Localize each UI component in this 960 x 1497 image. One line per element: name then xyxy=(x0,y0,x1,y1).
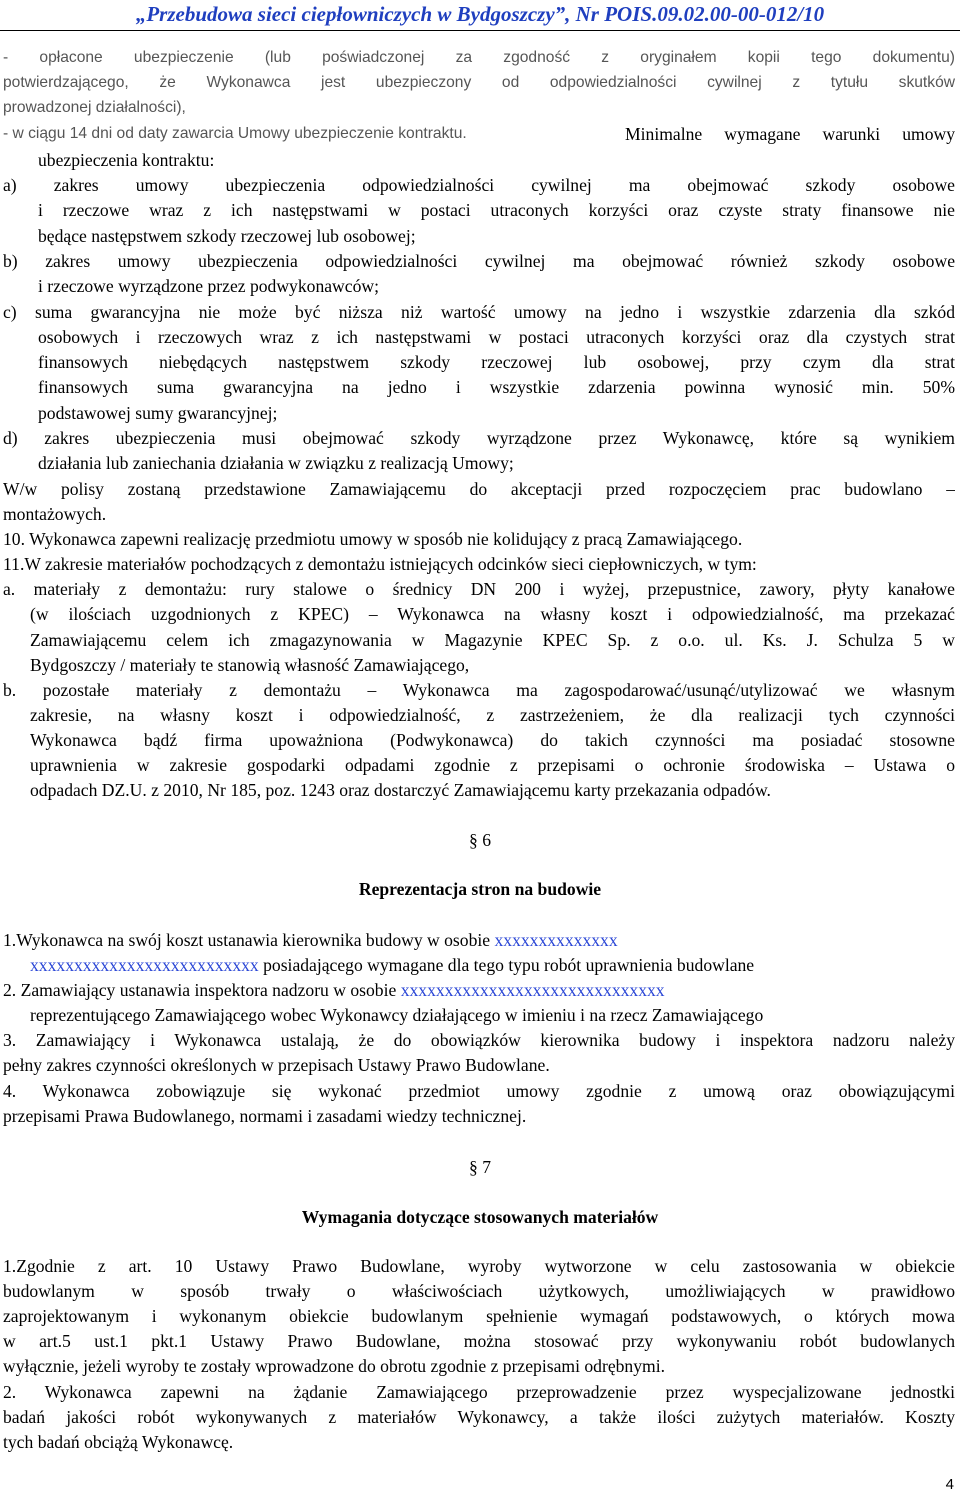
text-span: 2. Zamawiający ustanawia inspektora nadzoru w osobie xyxy=(3,980,401,1000)
text-line: odpadach DZ.U. z 2010, Nr 185, poz. 1243 oraz dostarczyć Zamawiającemu karty przekazania odpadów. xyxy=(30,780,771,800)
section-title: Wymagania dotyczące stosowanych materiałów xyxy=(301,1207,659,1227)
text-line: Minimalne wymagane warunki umowy xyxy=(625,124,955,144)
text-line: osobowych i rzeczowych wraz z ich następstwami w postaci utraconych korzyści oraz dla czystych strat xyxy=(38,327,955,347)
text-line: finansowych niebędących następstwem szkody rzeczowej lub osobowej, przy czym dla strat xyxy=(38,352,955,372)
numbered-paragraph xyxy=(3,979,665,1001)
text-line: wyłącznie, jeżeli wyroby te zostały wprowadzone do obrotu zgodnie z przepisami odrębnymi. xyxy=(3,1356,665,1376)
page-number: 4 xyxy=(945,1476,954,1493)
text-line: reprezentującego Zamawiającego wobec Wykonawcy działającego w imieniu i na rzecz Zamawiającego xyxy=(30,1005,764,1025)
text-line: pełny zakres czynności określonych w przepisach Ustawy Prawo Budowlane. xyxy=(3,1055,550,1075)
list-item: d) zakres ubezpieczenia musi obejmować szkody wyrządzone przez Wykonawcę, które są wynikiem xyxy=(3,428,955,448)
section-number: § 6 xyxy=(469,830,491,850)
placeholder-text: xxxxxxxxxxxxxxxxxxxxxxxxxxxxxx xyxy=(400,980,665,1000)
placeholder-text: xxxxxxxxxxxxxx xyxy=(494,930,618,950)
text-line: Zamawiającemu celem ich zmagazynowania w Magazynie KPEC Sp. z o.o. ul. Ks. J. Schulza 5 w xyxy=(30,630,955,650)
text-line: ubezpieczenia kontraktu: xyxy=(38,150,215,170)
text-line: - opłacone ubezpieczenie (lub poświadczonej za zgodność z oryginałem kopii tego dokumentu) xyxy=(3,49,955,66)
text-line: W/w polisy zostaną przedstawione Zamawiającemu do akceptacji przed rozpoczęciem prac budowlano – xyxy=(3,479,955,499)
text-line: i rzeczowe wraz z ich następstwami w postaci utraconych korzyści oraz czyste straty finansowe nie xyxy=(38,200,955,220)
text-line: budowlanym w sposób trwały o właściwościach użytkowych, umożliwiających w prawidłowo xyxy=(3,1281,955,1301)
header-rule xyxy=(0,30,960,31)
numbered-paragraph: 1.Zgodnie z art. 10 Ustawy Prawo Budowlane, wyroby wytworzone w celu zastosowania w obiekcie xyxy=(3,1256,955,1276)
placeholder-text: xxxxxxxxxxxxxxxxxxxxxxxxxx xyxy=(30,955,259,975)
text-line: będące następstwem szkody rzeczowej lub osobowej; xyxy=(38,226,416,246)
text-line: badań jakości robót wykonywanych z materiałów Wykonawcy, a także ilości zużytych materiałów. Koszty xyxy=(3,1407,955,1427)
text-line: tych badań obciążą Wykonawcę. xyxy=(3,1432,234,1452)
section-title: Reprezentacja stron na budowie xyxy=(358,879,602,899)
text-span: 1.Wykonawca na swój koszt ustanawia kierownika budowy w osobie xyxy=(3,930,495,950)
text-line: finansowych suma gwarancyjna na jedno i wszystkie zdarzenia powinna wynosić min. 50% xyxy=(38,377,955,397)
list-item: a. materiały z demontażu: rury stalowe o średnicy DN 200 i wyżej, przepustnice, zawory, płyty kanałowe xyxy=(3,579,955,599)
text-line: - w ciągu 14 dni od daty zawarcia Umowy ubezpieczenie kontraktu. xyxy=(3,125,467,142)
text-line: w art.5 ust.1 pkt.1 Ustawy Prawo Budowlane, można stosować przy wykonywaniu robót budowlanych xyxy=(3,1331,955,1351)
section-number: § 7 xyxy=(469,1157,491,1177)
text-line: podstawowej sumy gwarancyjnej; xyxy=(38,403,278,423)
numbered-paragraph: 3. Zamawiający i Wykonawca ustalają, że do obowiązków kierownika budowy i inspektora nadzoru należy xyxy=(3,1030,955,1050)
text-line: przepisami Prawa Budowlanego, normami i zasadami wiedzy technicznej. xyxy=(3,1106,527,1126)
numbered-paragraph: 2. Wykonawca zapewni na żądanie Zamawiającego przeprowadzenie przez wyspecjalizowane jednostki xyxy=(3,1382,955,1402)
list-item: b) zakres umowy ubezpieczenia odpowiedzialności cywilnej ma obejmować również szkody osobowe xyxy=(3,251,955,271)
numbered-paragraph: 10. Wykonawca zapewni realizację przedmiotu umowy w sposób nie kolidujący z pracą Zamawiającego. xyxy=(3,529,743,549)
text-line: uprawnienia w zakresie gospodarki odpadami zgodnie z przepisami o ochronie środowiska – Ustawa o xyxy=(30,755,955,775)
text-line: działania lub zaniechania działania w związku z realizacją Umowy; xyxy=(38,453,514,473)
list-item: a) zakres umowy ubezpieczenia odpowiedzialności cywilnej ma obejmować szkody osobowe xyxy=(3,175,955,195)
running-header: „Przebudowa sieci ciepłowniczych w Bydgoszczy”, Nr POIS.09.02.00-00-012/10 xyxy=(135,2,825,26)
text-line: zaprojektowanym i wykonanym obiekcie budowlanym spełnienie wymagań podstawowych, o których mowa xyxy=(3,1306,955,1326)
text-line xyxy=(30,954,754,976)
text-line: Wykonawca bądź firma upoważniona (Podwykonawca) do takich czynności ma posiadać stosowne xyxy=(30,730,955,750)
text-line: zakresie, na własny koszt i odpowiedzialność, z zastrzeżeniem, że dla realizacji tych czynności xyxy=(30,705,955,725)
text-span: posiadającego wymagane dla tego typu robót uprawnienia budowlane xyxy=(258,955,755,975)
numbered-paragraph xyxy=(3,929,618,951)
text-line: (w ilościach uzgodnionych z KPEC) – Wykonawca na własny koszt i odpowiedzialność, ma przekazać xyxy=(30,604,955,624)
text-line: i rzeczowe wyrządzone przez podwykonawców; xyxy=(38,276,379,296)
text-line: prowadzonej działalności), xyxy=(3,99,186,116)
text-line: Bydgoszczy / materiały te stanowią własność Zamawiającego, xyxy=(30,655,470,675)
list-item: b. pozostałe materiały z demontażu – Wykonawca ma zagospodarować/usunąć/utylizować we własnym xyxy=(3,680,955,700)
text-line: montażowych. xyxy=(3,504,107,524)
numbered-paragraph: 11.W zakresie materiałów pochodzących z demontażu istniejących odcinków sieci ciepłowniczych, w tym: xyxy=(3,554,757,574)
list-item: c) suma gwarancyjna nie może być niższa niż wartość umowy na jedno i wszystkie zdarzenia dla szkód xyxy=(3,302,955,322)
numbered-paragraph: 4. Wykonawca zobowiązuje się wykonać przedmiot umowy zgodnie z umową oraz obowiązującymi xyxy=(3,1081,955,1101)
text-line: potwierdzającego, że Wykonawca jest ubezpieczony od odpowiedzialności cywilnej z tytułu skutków xyxy=(3,74,955,91)
